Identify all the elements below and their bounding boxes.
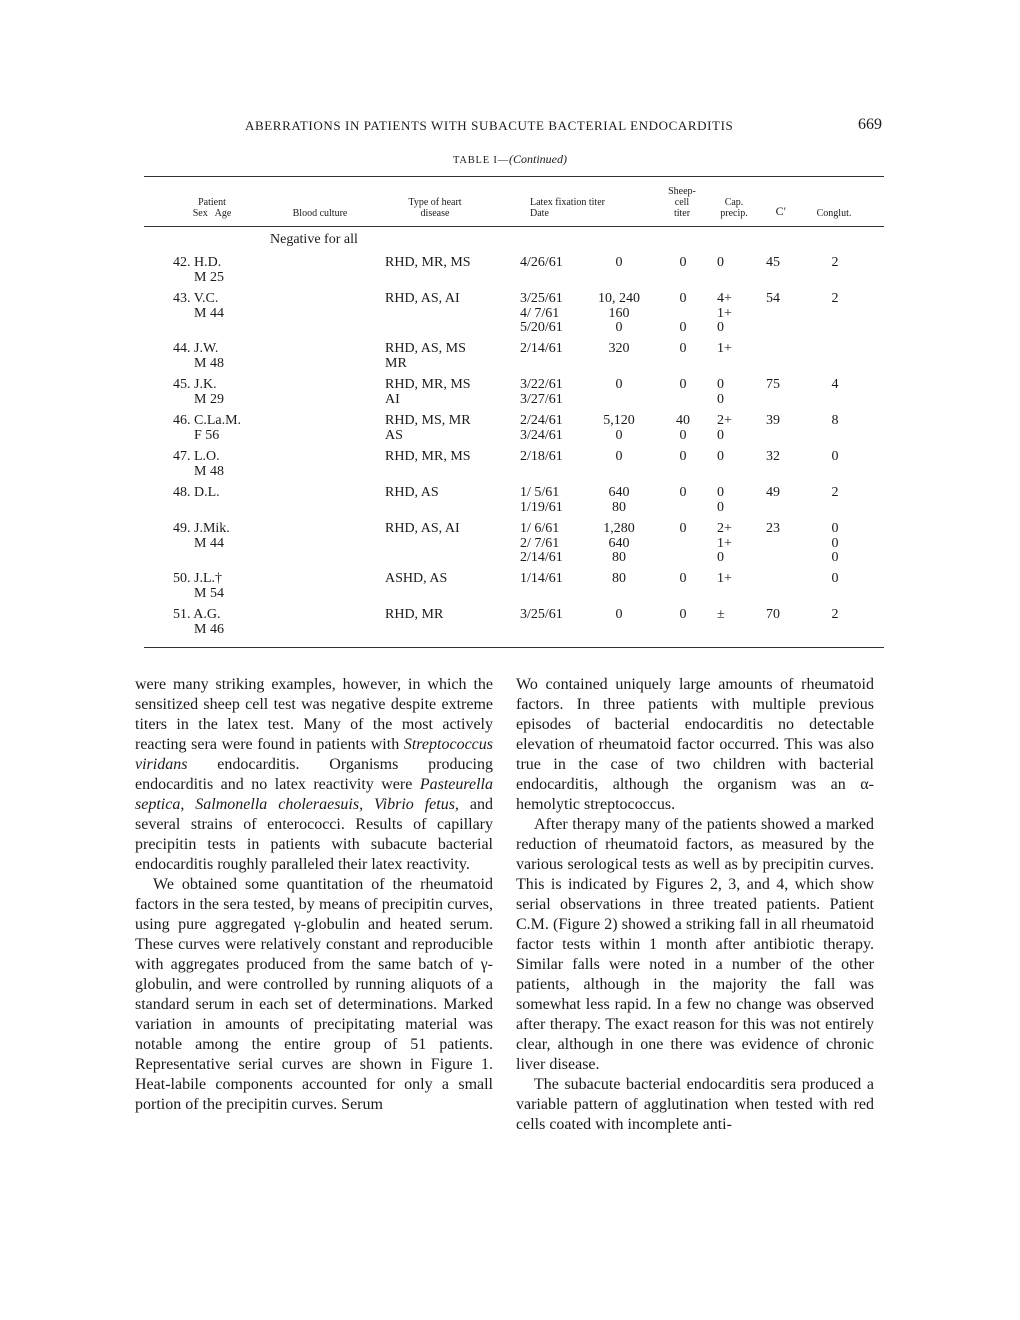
table-cell-cap: 0 [717, 449, 724, 464]
col-head-patient-line1: Patient [198, 197, 226, 208]
table-cell-cap: 0 [717, 255, 724, 270]
col-head-heart-disease-line2: disease [420, 208, 450, 219]
table-cell-heart: RHD, AS, AI [385, 291, 460, 306]
table-cell-patient: 42. H.D. M 25 [173, 255, 224, 285]
table-cell-conglut: 8 [831, 413, 839, 428]
table-cell-c: 45 [766, 255, 780, 270]
body-text: were many striking examples, however, in which the sensitized sheep cell test was negative despite extreme titers in the latex test. Many of the most actively reacting sera were found in patients with [135, 676, 493, 753]
table-cell-sheep: 0 [679, 521, 687, 536]
table-cell-c: 54 [766, 291, 780, 306]
table-cell-sheep: 0 [679, 485, 687, 500]
table-cell-dates: 1/14/61 [520, 571, 563, 586]
body-column-right [516, 675, 874, 1135]
table-cell-dates: 1/ 6/61 2/ 7/61 2/14/61 [520, 521, 563, 565]
col-head-sheep-line1: Sheep- [668, 186, 696, 197]
table-cell-titers: 10, 240 160 0 [598, 291, 640, 335]
table-cell-heart: RHD, MS, MR AS [385, 413, 471, 443]
table-cell-patient: 49. J.Mik. M 44 [173, 521, 230, 551]
table-cell-titers: 0 [615, 255, 623, 270]
table-cell-dates: 1/ 5/61 1/19/61 [520, 485, 563, 515]
body-paragraph: The subacute bacterial endocarditis sera produced a variable pattern of agglutination when tested with red cells coated with incomplete anti- [516, 1076, 874, 1133]
table-cell-dates: 4/26/61 [520, 255, 563, 270]
table-cell-conglut: 4 [831, 377, 839, 392]
table-cell-titers: 1,280 640 80 [603, 521, 635, 565]
table-cell-dates: 3/25/61 4/ 7/61 5/20/61 [520, 291, 563, 335]
col-head-conglut: Conglut. [816, 208, 852, 219]
body-column-left [135, 675, 493, 1115]
body-paragraph: After therapy many of the patients showed a marked reduction of rheumatoid factors, as measured by the various serological tests as well as by precipitin curves. This is indicated by Figures 2, 3, and 4, which show serial observations in three treated patients. Patient C.M. (Figure 2) showed a striking fall in all rheumatoid factor tests within 1 month after antibiotic therapy. Similar falls were noted in a number of the other patients, although in the majority the fall was somewhat less rapid. In a few no change was observed after therapy. The exact reason for this was not entirely clear, although in one there was evidence of chronic liver disease. [516, 816, 874, 1073]
table-cell-sheep: 40 0 [676, 413, 690, 443]
table-cell-conglut: 0 [831, 571, 839, 586]
table-cell-sheep: 0 [679, 607, 687, 622]
table-cell-dates: 2/24/61 3/24/61 [520, 413, 563, 443]
table-cell-patient: 51. A.G. M 46 [173, 607, 224, 637]
table-cell-cap: 2+ 1+ 0 [717, 521, 732, 565]
table-cell-dates: 2/14/61 [520, 341, 563, 356]
body-text: endocarditis. Organisms producing endocarditis and no latex reactivity were [135, 756, 493, 793]
body-paragraph: We obtained some quantitation of the rheumatoid factors in the sera tested, by means of precipitin curves, using pure aggregated γ-globulin and heated serum. These curves were relatively constant and reproducible with aggregates produced from the same batch of γ-globulin, and were controlled by running aliquots of a standard serum in each set of determinations. Marked variation in amounts of precipitating material was notable among the entire group of 51 patients. Representative serial curves are shown in Figure 1. Heat-labile components accounted for only a small portion of the precipitin curves. Serum [135, 876, 493, 1113]
table-cell-sheep: 0 0 [679, 291, 687, 335]
table-cell-conglut: 2 [831, 485, 839, 500]
table-cell-heart: ASHD, AS [385, 571, 448, 586]
table-cell-dates: 3/25/61 [520, 607, 563, 622]
table-cell-patient: 45. J.K. M 29 [173, 377, 224, 407]
table-cell-cap: 1+ [717, 571, 732, 586]
table-cell-sheep: 0 [679, 255, 687, 270]
table-caption-continued: (Continued) [509, 152, 567, 166]
col-head-sheep-line3: titer [673, 208, 691, 219]
table-caption [0, 152, 1020, 167]
col-head-latex [520, 197, 660, 219]
table-cell-cap: ± [717, 607, 725, 622]
table-cell-dates: 3/22/61 3/27/61 [520, 377, 563, 407]
table-cell-heart: RHD, MR, MS [385, 449, 471, 464]
page-number: 669 [858, 116, 882, 133]
table-cell-heart: RHD, AS, AI [385, 521, 460, 536]
running-title: ABERRATIONS IN PATIENTS WITH SUBACUTE BACTERIAL ENDOCARDITIS [245, 118, 734, 133]
table-cell-titers: 640 80 [608, 485, 630, 515]
table-cell-c: 23 [766, 521, 780, 536]
col-head-heart-disease [380, 197, 490, 219]
table-cell-cap: 2+ 0 [717, 413, 732, 443]
table-caption-label: TABLE I— [452, 155, 509, 166]
table-cell-heart: RHD, AS [385, 485, 439, 500]
table-top-rule [144, 176, 884, 177]
table-cell-titers: 5,120 0 [603, 413, 635, 443]
table-bottom-rule [144, 647, 884, 648]
table-cell-heart: RHD, AS, MS MR [385, 341, 466, 371]
table-cell-c: 49 [766, 485, 780, 500]
col-head-cap-line1: Cap. [724, 197, 744, 208]
table-cell-cap: 0 0 [717, 485, 724, 515]
table-cell-c: 39 [766, 413, 780, 428]
table-cell-sheep: 0 [679, 341, 687, 356]
table-cell-titers: 0 [615, 449, 623, 464]
body-paragraph: Wo contained uniquely large amounts of rheumatoid factors. In three patients with multiple previous episodes of bacterial endocarditis no detectable elevation of rheumatoid factor occurred. This was also true in the case of two children with bacterial endocarditis, although the organism was an α-hemolytic streptococcus. [516, 676, 874, 813]
table-cell-conglut: 2 [831, 607, 839, 622]
table-cell-patient: 47. L.O. M 48 [173, 449, 224, 479]
table-header-rule [144, 226, 884, 227]
table-cell-conglut: 2 [831, 291, 839, 306]
table-cell-cap: 1+ [717, 341, 732, 356]
table-cell-dates: 2/18/61 [520, 449, 563, 464]
col-head-sheep-cell [660, 186, 704, 219]
table-cell-patient: 48. D.L. [173, 485, 220, 500]
table-cell-titers: 80 [612, 571, 626, 586]
table-cell-sheep: 0 [679, 449, 687, 464]
col-head-patient-line2: Sex Age [192, 208, 232, 219]
col-head-patient [176, 197, 248, 219]
col-head-latex-line1: Latex fixation titer [530, 197, 605, 208]
table-cell-conglut: 2 [831, 255, 839, 270]
table-cell-patient: 50. J.L.† M 54 [173, 571, 224, 601]
table-cell-patient: 44. J.W. M 48 [173, 341, 224, 371]
table-cell-titers: 0 [615, 377, 623, 392]
table-cell-patient: 43. V.C. M 44 [173, 291, 224, 321]
table-cell-c: 75 [766, 377, 780, 392]
col-head-latex-line2: Date [530, 208, 549, 219]
table-cell-heart: RHD, MR [385, 607, 444, 622]
body-paragraph [135, 675, 493, 875]
table-cell-c: 32 [766, 449, 780, 464]
col-head-cap-precip [710, 197, 758, 219]
table-cell-conglut: 0 0 0 [831, 521, 839, 565]
table-cell-cap: 0 0 [717, 377, 724, 407]
table-cell-patient: 46. C.La.M. F 56 [173, 413, 242, 443]
table-cell-heart: RHD, MR, MS AI [385, 377, 471, 407]
table-cell-titers: 0 [615, 607, 623, 622]
body-italic: Pasteurella septica, Salmonella choleraesuis, Vibrio fetus, [135, 776, 493, 813]
body-text: and several strains of enterococci. Results of capillary precipitin tests in patients with subacute bacterial endocarditis roughly paralleled their latex reactivity. [135, 796, 493, 873]
table-cell-heart: RHD, MR, MS [385, 255, 471, 270]
table-cell-cap: 4+ 1+ 0 [717, 291, 732, 335]
col-head-c-prime: C′ [775, 204, 787, 218]
table-cell-conglut: 0 [831, 449, 839, 464]
col-head-heart-disease-line1: Type of heart [408, 197, 462, 208]
col-head-cap-line2: precip. [720, 208, 748, 219]
table-cell-sheep: 0 [679, 377, 687, 392]
col-head-sheep-line2: cell [674, 197, 690, 208]
table-cell-titers: 320 [608, 341, 630, 356]
col-head-blood-culture: Blood culture [292, 208, 348, 219]
table-cell-c: 70 [766, 607, 780, 622]
blood-culture-note: Negative for all [270, 232, 358, 247]
body-italic: Streptococcus viridans [135, 736, 493, 773]
table-cell-sheep: 0 [679, 571, 687, 586]
